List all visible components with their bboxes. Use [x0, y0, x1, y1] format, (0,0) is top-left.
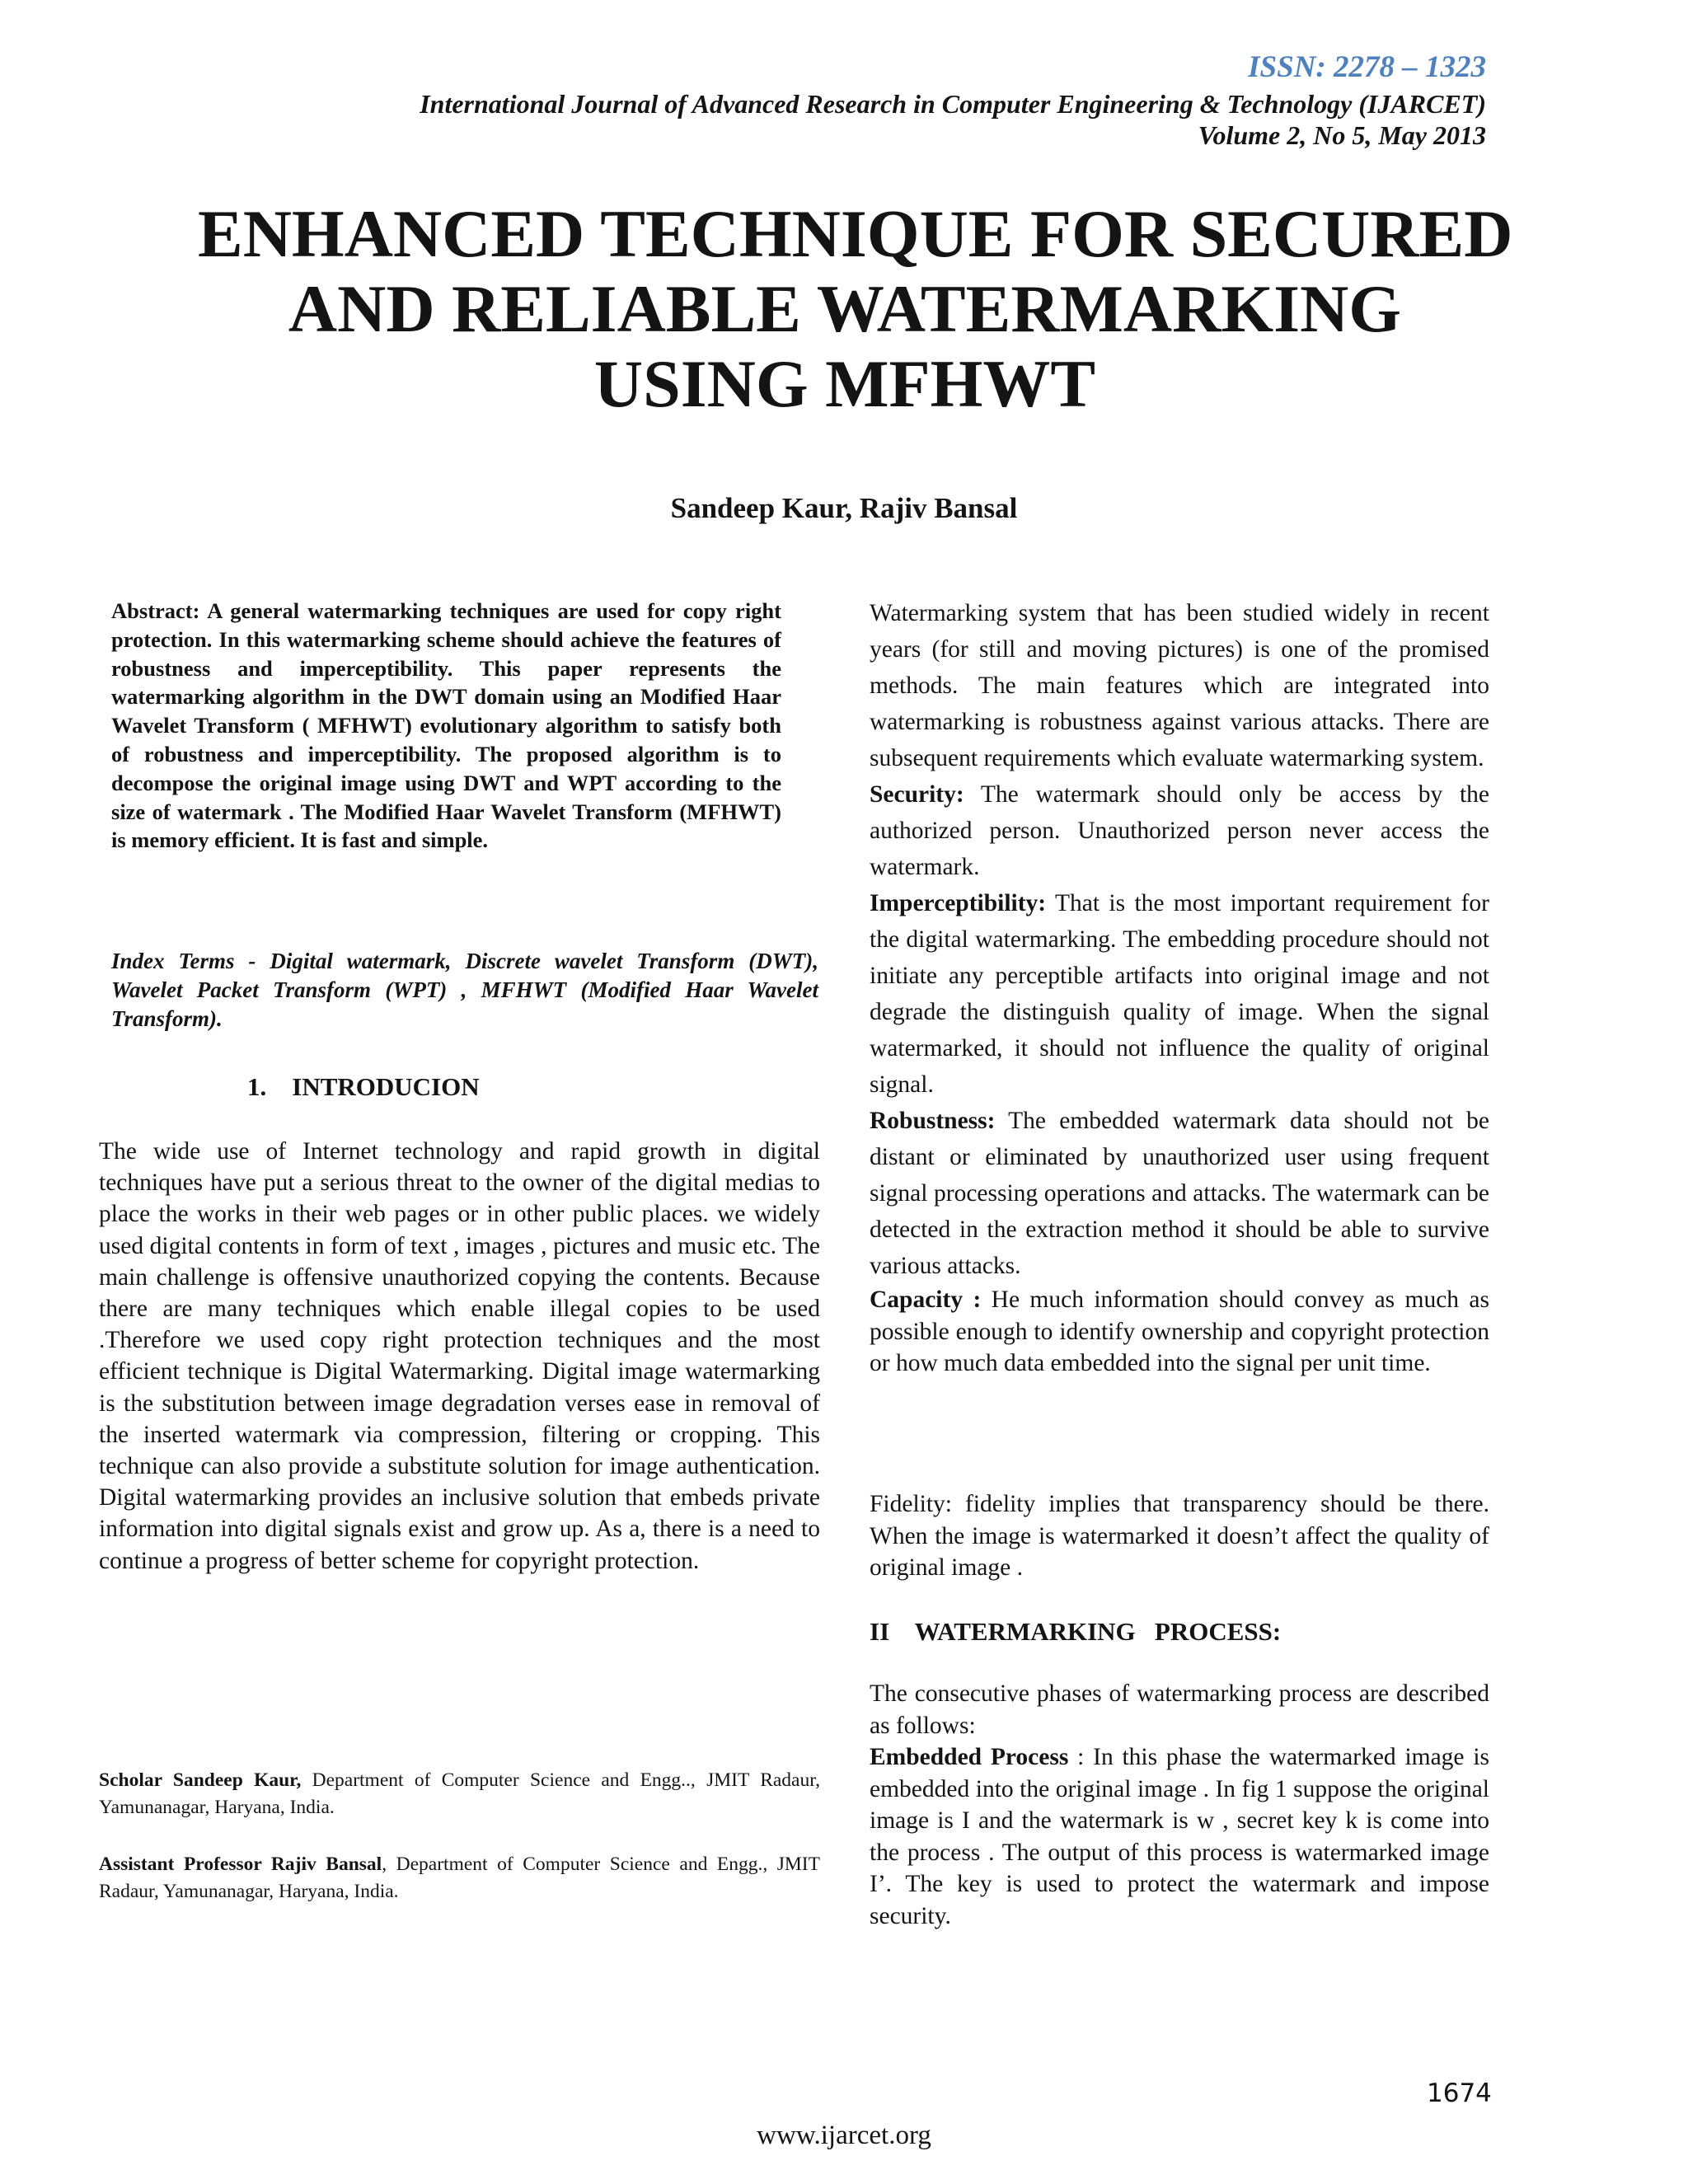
title-line: USING MFHWT [593, 346, 1096, 421]
requirement-fidelity: Fidelity: fidelity implies that transparency should be there. When the image is watermarked it doesn’t affect the quality of original image . [870, 1491, 1489, 1581]
requirement-robustness [870, 1103, 1489, 1284]
requirement-term: Robustness: [870, 1108, 996, 1134]
footer-url: www.ijarcet.org [757, 2121, 931, 2150]
affiliation-note [99, 1767, 820, 1821]
issn-number: ISSN: 2278 – 1323 [1248, 50, 1486, 84]
affiliation-note [99, 1851, 820, 1905]
requirement-term: Capacity : [870, 1286, 982, 1313]
embedded-process-paragraph [870, 1741, 1489, 1932]
requirement-term: Imperceptibility: [870, 890, 1047, 916]
volume-info: Volume 2, No 5, May 2013 [1198, 120, 1486, 150]
watermarking-process-text [870, 1678, 1489, 1932]
requirement-term: Security: [870, 781, 964, 808]
section-heading-introduction: 1. INTRODUCION [247, 1072, 480, 1101]
requirement-text: He much information should convey as much as possible enough to identify ownership and copyright protection or how much data embedded into the signal per unit time. [870, 1286, 1490, 1376]
requirement-imperceptibility [870, 885, 1489, 1103]
affiliation-text: , Department of Computer Science and Engg., JMIT Radaur, Yamunanagar, Haryana, India. [99, 1854, 820, 1902]
affiliation-name: Scholar Sandeep Kaur, [99, 1769, 302, 1791]
abstract: Abstract: A general watermarking techniques are used for copy right protection. In this watermarking scheme should achieve the features of robustness and imperceptibility. This paper represents the watermarking algorithm in the DWT domain using an Modified Haar Wavelet Transform ( MFHWT) evolutionary algorithm to satisfy both of robustness and imperceptibility. The proposed algorithm is to decompose the original image using DWT and WPT according to the size of watermark . The Modified Haar Wavelet Transform (MFHWT) is memory efficient. It is fast and simple. [111, 598, 781, 853]
index-terms: Index Terms - Digital watermark, Discrete wavelet Transform (DWT), Wavelet Packet Transform (WPT) , MFHWT (Modified Haar Wavelet Transform). [111, 949, 818, 1031]
requirement-text: The watermark should only be access by the authorized person. Unauthorized person never access the watermark. [870, 781, 1489, 880]
authors: Sandeep Kaur, Rajiv Bansal [670, 492, 1018, 524]
requirement-capacity [870, 1284, 1489, 1380]
title-line: AND RELIABLE WATERMARKING [288, 271, 1402, 346]
journal-name: International Journal of Advanced Research in Computer Engineering & Technology (IJARCET) [420, 89, 1486, 119]
requirements-section [870, 595, 1489, 1380]
affiliation-text: Department of Computer Science and Engg.., JMIT Radaur, Yamunanagar, Haryana, India. [99, 1769, 820, 1818]
title-line: ENHANCED TECHNIQUE FOR SECURED [198, 196, 1513, 271]
affiliation-name: Assistant Professor Rajiv Bansal [99, 1854, 382, 1875]
page-number: 1674 [1427, 2079, 1492, 2108]
embedded-process-term: Embedded Process [870, 1744, 1069, 1770]
section-heading-watermarking-process: II WATERMARKING PROCESS: [870, 1617, 1282, 1646]
requirement-security [870, 776, 1489, 885]
requirement-text: The embedded watermark data should not be distant or eliminated by unauthorized user using frequent signal processing operations and attacks. The watermark can be detected in the extraction method it should be able to survive various attacks. [870, 1108, 1489, 1279]
paper-title [198, 196, 1513, 421]
requirement-text: That is the most important requirement for the digital watermarking. The embedding procedure should not initiate any perceptible artifacts into original image and not degrade the distinguish quality of image. When the signal watermarked, it should not influence the quality of original signal. [870, 890, 1489, 1098]
process-intro: The consecutive phases of watermarking process are described as follows: [870, 1680, 1489, 1739]
embedded-process-text: : In this phase the watermarked image is embedded into the original image . In fig 1 suppose the original image is I and the watermark is w , secret key k is come into the process . The output of this process is watermarked image I’. The key is used to protect the watermark and impose security. [870, 1744, 1489, 1929]
introduction-text: The wide use of Internet technology and rapid growth in digital techniques have put a serious threat to the owner of the digital medias to place the works in their web pages or in other public places. we widely used digital contents in form of text , images , pictures and music etc. The main challenge is offensive unauthorized copying the contents. Because there are many techniques which enable illegal copies to be used .Therefore we used copy right protection techniques and the most efficient technique is Digital Watermarking. Digital image watermarking is the substitution between image degradation verses ease in removal of the inserted watermark via compression, filtering or cropping. This technique can also provide a substitute solution for image authentication. Digital watermarking provides an inclusive solution that embeds private information into digital signals exist and grow up. As a, there is a need to continue a progress of better scheme for copyright protection. [99, 1138, 820, 1574]
watermarking-intro-paragraph: Watermarking system that has been studied widely in recent years (for still and moving pictures) is one of the promised methods. The main features which are integrated into watermarking is robustness against various attacks. There are subsequent requirements which evaluate watermarking system. [870, 600, 1489, 771]
